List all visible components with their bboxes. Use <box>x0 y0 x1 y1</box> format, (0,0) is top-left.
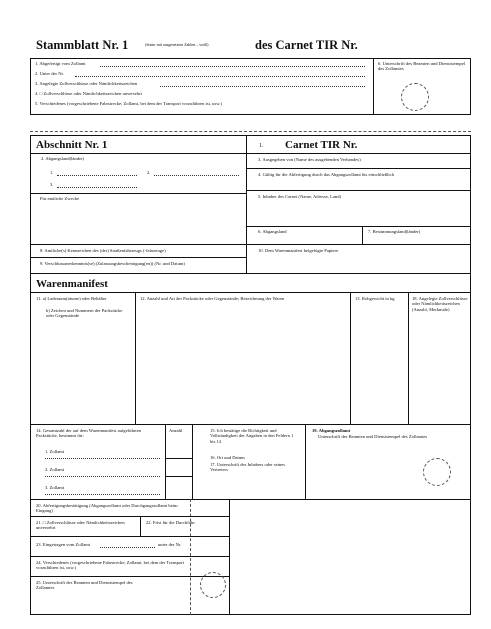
dotted-line <box>160 86 365 87</box>
dotted-line <box>100 66 365 67</box>
dotted-line <box>45 494 160 495</box>
field-17-label: 17. Unterschrift des Inhabers oder seines Vertreters <box>210 462 286 473</box>
column-divider <box>246 135 247 273</box>
header-item-1: 1. Abgefertigt vom Zollamt <box>35 61 86 66</box>
dotted-line <box>45 458 160 459</box>
dotted-line <box>45 476 160 477</box>
header-divider <box>373 58 374 115</box>
dotted-line <box>100 547 155 548</box>
field-10-label: 10. Dem Warenmanifest beigefügte Papiere <box>258 248 339 253</box>
header-box6-label: 6. Unterschrift des Beamten und Dienststempel des Zollamtes <box>378 61 466 72</box>
zollamt-1: 1. Zollamt <box>45 449 65 454</box>
field-19-label: 19. Abgangszollamt <box>312 428 351 433</box>
manifest-title: Warenmanifest <box>36 278 108 290</box>
header-title-note: (feiner mit ausgesetzten Zahlen – weiß) <box>145 42 209 47</box>
header-item-4: 4. □ Zollverschlüsse oder Nämlichkeitszeichen unversehrt <box>35 91 142 96</box>
field-2-1: 1. <box>50 170 54 175</box>
column-divider <box>165 424 166 499</box>
field-2-3: 3. <box>50 182 54 187</box>
stamp-circle <box>423 458 451 486</box>
column-divider <box>350 292 351 424</box>
rule <box>246 190 471 191</box>
header-item-3: 3. Angelegte Zollverschlüsse oder Nämlichkeitszeichen <box>35 81 138 86</box>
field-20-label: 20. Abfertigungsbestätigung (Abgangszollamt oder Durchgangszollamt beim Eingang) <box>36 503 178 514</box>
field-25-label: 25. Unterschrift des Beamten und Dienststempel des Zollamtes <box>36 580 133 591</box>
header-title-left: Stammblatt Nr. 1 <box>36 38 129 52</box>
anzahl-label: Anzahl <box>169 428 183 433</box>
field-23-label: 23. Eingetragen vom Zollamt <box>36 542 91 547</box>
rule <box>140 516 141 536</box>
rule <box>362 226 363 244</box>
field-4-label: 4. Gültig für die Abfertigung durch das Abgangszollamt bis einschließlich <box>258 172 394 177</box>
field-23b-label: unter der Nr. <box>158 542 182 547</box>
field-14-label: 14. Gesamtzahl der auf dem Warenmanifest aufgeführten Packstücke, bestimmt für: <box>36 428 142 439</box>
field-3-label: 3. Ausgegeben von (Name des ausgebenden Verbandes) <box>258 157 361 162</box>
field-24-label: 24. Verschiedenes (vorgeschriebene Fahrstrecke; Zollamt, bei dem der Transport vorzuführen ist, usw.) <box>36 560 185 571</box>
col-11b: b) Zeichen und Nummern der Packstücke oder Gegenstände <box>46 308 123 319</box>
rule <box>246 226 471 227</box>
abschnitt-title: Abschnitt Nr. 1 <box>36 139 108 151</box>
field-5-label: 5. Inhaber des Carnet (Name, Adresse, Land) <box>258 194 342 199</box>
field-2-2: 2. <box>147 170 151 175</box>
rule <box>30 516 230 517</box>
stamp-circle <box>401 83 429 111</box>
rule <box>30 556 230 557</box>
carnet-no: 1. <box>259 143 264 149</box>
col-12: 12. Anzahl und Art der Packstücke oder Gegenstände; Bezeichnung der Waren <box>140 296 285 301</box>
rule <box>246 168 471 169</box>
rule <box>30 576 230 577</box>
rule <box>30 244 471 245</box>
field-9-label: 9. Verschlussanerkenntnis(se) (Zulassungsbescheinigung(en)) (Nr. und Datum) <box>40 261 185 266</box>
column-divider <box>305 424 306 499</box>
column-divider <box>192 424 193 499</box>
stamp-circle <box>200 572 226 598</box>
dotted-line <box>57 187 137 188</box>
field-21-label: 21. □ Zollverschlüsse oder Nämlichkeitszeichen unversehrt <box>36 520 125 531</box>
zweck-label: Für amtliche Zwecke <box>40 196 80 201</box>
rule <box>165 476 192 477</box>
rule <box>30 424 471 425</box>
field-7-label: 7. Bestimmungsland(länder) <box>368 229 421 234</box>
field-6-label: 6. Abgangsland <box>258 229 287 234</box>
field-15-label: 15. Ich bestätige die Richtigkeit und Vollständigkeit der Angaben in den Feldern 1 bis 14 <box>210 428 294 444</box>
dotted-line <box>154 175 239 176</box>
rule <box>30 273 471 274</box>
dotted-line <box>75 76 365 77</box>
field-22-label: 22. Frist für die Durchfuhr <box>146 520 195 525</box>
rule <box>30 193 246 194</box>
zollamt-3: 3. Zollamt <box>45 485 65 490</box>
zollamt-2: 2. Zollamt <box>45 467 65 472</box>
field-8-label: 8. Amtliche(s) Kennzeichen des (der) Straßenfahrzeugs (-fahrzeuge) <box>40 248 166 253</box>
field-19b-label: Unterschrift des Beamten und Dienststempel des Zollamtes <box>318 434 428 439</box>
rule <box>30 257 246 258</box>
rule <box>30 292 471 293</box>
field-2-label: 2. Abgangsland(länder) <box>41 156 85 161</box>
header-title-right: des Carnet TIR Nr. <box>255 38 358 52</box>
col-11a: 11. a) Laderaum(räume) oder Behälter <box>36 296 107 301</box>
rule <box>30 536 230 537</box>
column-divider <box>135 292 136 424</box>
rule <box>165 458 192 459</box>
perforation-line <box>30 131 471 132</box>
col-18: 18. Angelegte Zollverschlüsse oder Nämlichkeitszeichen (Anzahl, Merkmale) <box>412 296 468 312</box>
header-item-5: 5. Verschiedenes (vorgeschriebene Fahrstrecke; Zollamt, bei dem der Transport vorzuführen ist, usw.) <box>35 101 222 106</box>
header-item-2: 2. Unter der Nr. <box>35 71 64 76</box>
field-16-label: 16. Ort und Datum <box>210 455 245 460</box>
column-divider <box>408 292 409 424</box>
rule <box>30 153 471 154</box>
dotted-line <box>57 175 137 176</box>
carnet-title: Carnet TIR Nr. <box>285 139 358 151</box>
col-13: 13. Rohgewicht in kg <box>355 296 395 301</box>
